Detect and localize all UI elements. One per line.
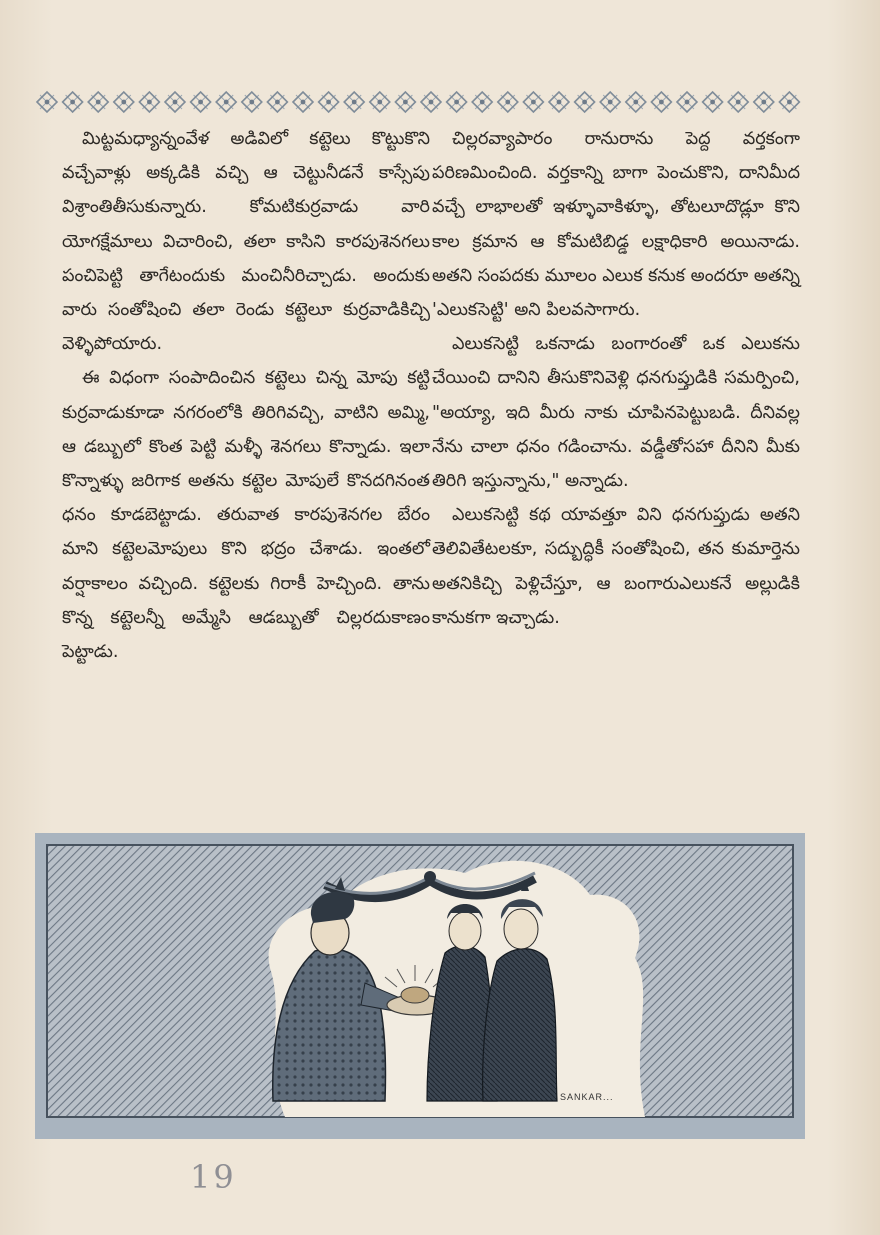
border-motif	[549, 92, 569, 112]
border-motif	[421, 92, 441, 112]
left-paragraph-1: మిట్టమధ్యాన్నంవేళ అడివిలో కట్టెలు కొట్టుకొని వచ్చేవాళ్లు అక్కడికి వచ్చి ఆ చెట్టునీడనే కాస్సేపు విశ్రాంతితీసుకున్నారు. కోమటికుర్రవాడు వారి యోగక్షేమాలు విచారించి, తలా కాసిని కారపుశెనగలు పంచిపెట్టి తాగేటందుకు మంచినీరిచ్చాడు. అందుకు వారు సంతోషించి తలా రెండు కట్టెలూ కుర్రవాడికిచ్చి వెళ్ళిపోయారు.	[62, 129, 430, 355]
border-motif	[779, 92, 799, 112]
border-motif	[600, 92, 620, 112]
decorative-border-strip	[35, 90, 805, 114]
border-motif	[447, 92, 467, 112]
border-motif	[703, 92, 723, 112]
border-motif	[575, 92, 595, 112]
border-motif	[165, 92, 185, 112]
story-illustration	[35, 833, 805, 1139]
border-motif	[114, 92, 134, 112]
border-motif	[370, 92, 390, 112]
border-motif	[88, 92, 108, 112]
border-motif	[677, 92, 697, 112]
border-motif	[523, 92, 543, 112]
border-motif	[626, 92, 646, 112]
border-motif	[293, 92, 313, 112]
right-text-column	[432, 122, 800, 635]
right-paragraph-1: చిల్లరవ్యాపారం రానురాను పెద్ద వర్తకంగా పరిణమించింది. వర్తకాన్ని బాగా పెంచుకొని, దానిమీద వచ్చే లాభాలతో ఇళ్ళూవాకిళ్ళూ, తోటలూదొడ్లూ కొని కాల క్రమాన ఆ కోమటిబిడ్డ లక్షాధికారి అయినాడు. అతని సంపదకు మూలం ఎలుక కనుక అందరూ అతన్ని 'ఎలుకసెట్టి' అని పిలవసాగారు.	[432, 129, 800, 321]
border-motif	[191, 92, 211, 112]
border-motif	[344, 92, 364, 112]
page-number: 19	[190, 1158, 237, 1196]
border-motif	[216, 92, 236, 112]
border-motif	[498, 92, 518, 112]
left-text-column	[62, 122, 430, 669]
artist-signature: SANKAR...	[560, 1092, 614, 1102]
border-motif	[37, 92, 57, 112]
border-motif	[754, 92, 774, 112]
border-motif	[319, 92, 339, 112]
border-motif	[242, 92, 262, 112]
border-motif	[139, 92, 159, 112]
border-motif	[472, 92, 492, 112]
right-paragraph-3: ఎలుకసెట్టి కథ యావత్తూ విని ధనగుప్తుడు అతని తెలివితేటలకూ, సద్బుద్ధికీ సంతోషించి, తన కుమార్తెను అతనికిచ్చి పెళ్లిచేస్తూ, ఆ బంగారుఎలుకనే అల్లుడికి కానుకగా ఇచ్చాడు.	[432, 505, 800, 628]
border-motif	[63, 92, 83, 112]
border-motif	[267, 92, 287, 112]
right-paragraph-2: ఎలుకసెట్టి ఒకనాడు బంగారంతో ఒక ఎలుకను చేయించి దానిని తీసుకొనివెళ్లి ధనగుప్తుడికి సమర్పించి, "అయ్యా, ఇది మీరు నాకు చూపినపెట్టుబడి. దీనివల్ల నేను చాలా ధనం గడించాను. వడ్డీతోసహా దీనిని మీకు తిరిగి ఇస్తున్నాను," అన్నాడు.	[432, 334, 800, 492]
illustration-drawing	[35, 833, 805, 1139]
border-motif	[728, 92, 748, 112]
border-motif	[651, 92, 671, 112]
left-paragraph-2: ఈ విధంగా సంపాదించిన కట్టెలు చిన్న మోపు కట్టి కుర్రవాడుకూడా నగరంలోకి తిరిగివచ్చి, వాటిని అమ్మి, ఆ డబ్బులో కొంత పెట్టి మళ్ళీ శెనగలు కొన్నాడు. ఇలా కొన్నాళ్ళు జరిగాక అతను కట్టెల మోపులే కొనదగినంత ధనం కూడబెట్టాడు. తరువాత కారపుశెనగల బేరం మాని కట్టెలమోపులు కొని భద్రం చేశాడు. ఇంతలో వర్షాకాలం వచ్చింది. కట్టెలకు గిరాకీ హెచ్చింది. తాను కొన్న కట్టెలన్నీ అమ్మేసి ఆడబ్బుతో చిల్లరదుకాణం పెట్టాడు.	[62, 368, 430, 663]
border-motif	[395, 92, 415, 112]
bridegroom-figure	[483, 949, 557, 1101]
